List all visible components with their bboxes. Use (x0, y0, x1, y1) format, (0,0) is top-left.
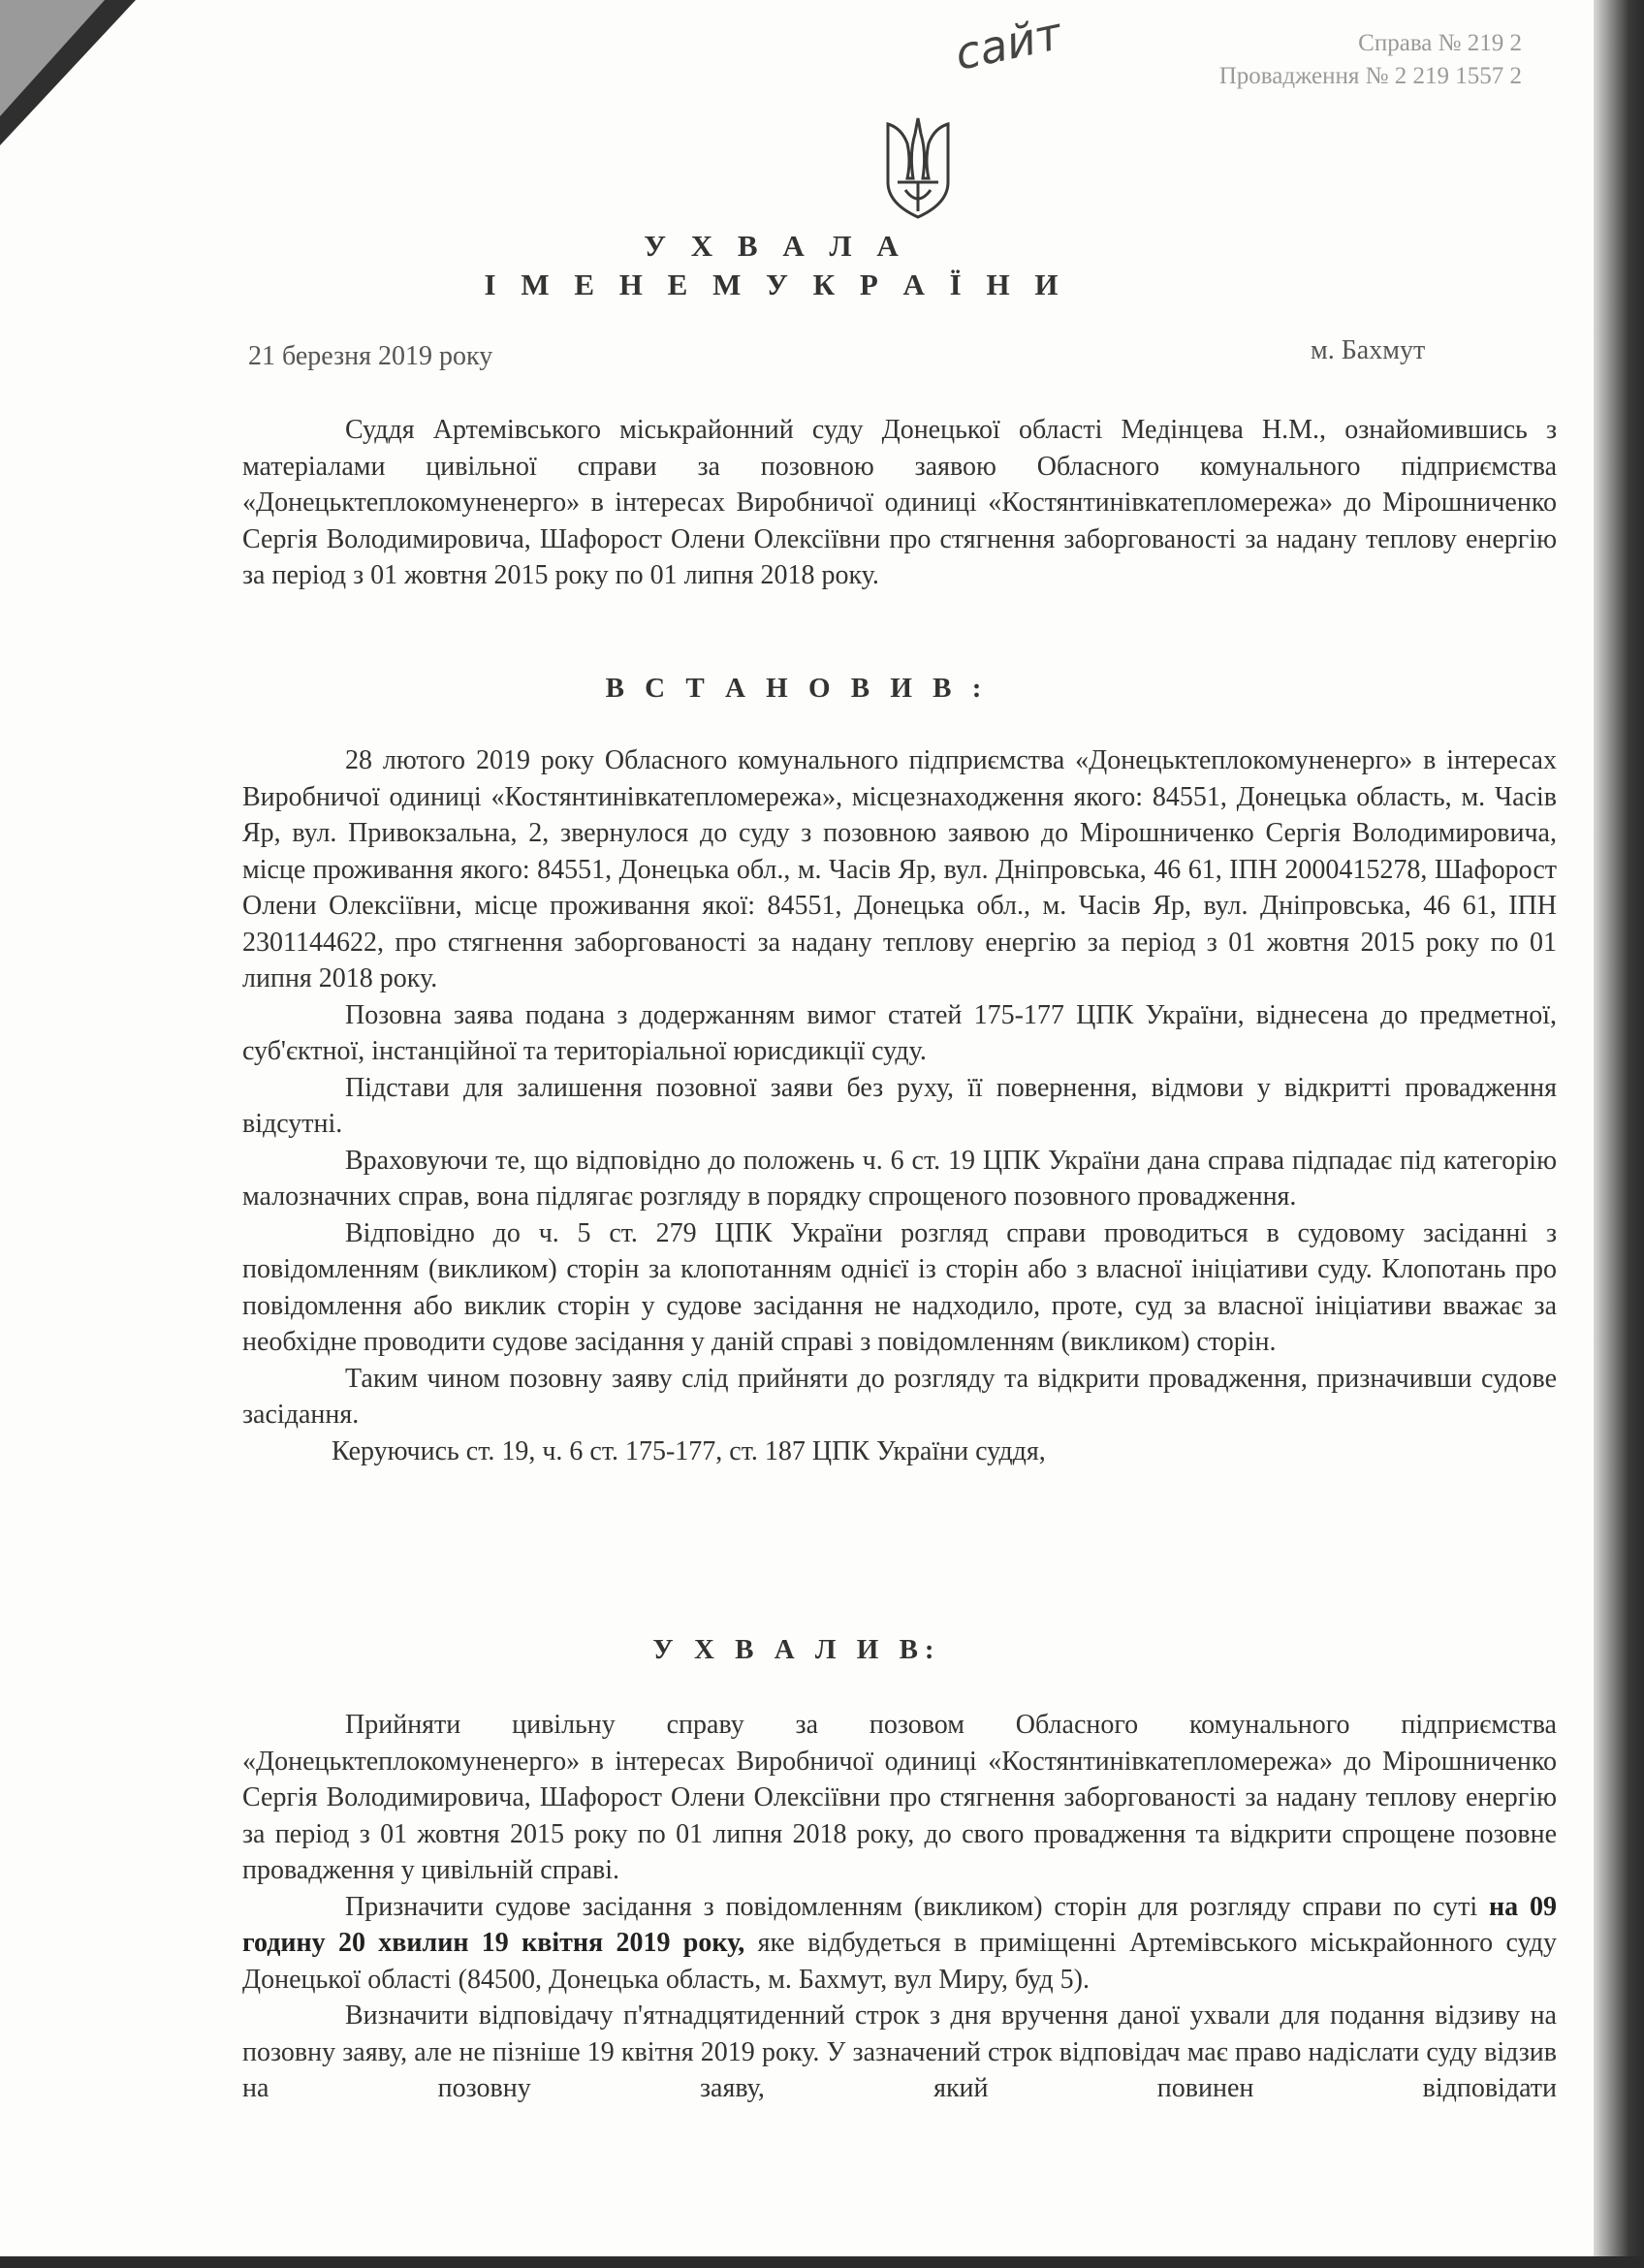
scan-edge-right (1594, 0, 1644, 2268)
ruled-paragraph-2-start: Призначити судове засідання з повідомленням (викликом) сторін для розгляду справи по суті (345, 1891, 1490, 1922)
guided-by-paragraph: Керуючись ст. 19, ч. 6 ст. 175-177, ст. 187 ЦПК України суддя, (332, 1435, 1046, 1466)
ukraine-trident-icon (884, 114, 952, 223)
established-paragraph-4: Враховуючи те, що відповідно до положень ч. 6 ст. 19 ЦПК України дана справа підпадає під категорію малозначних справ, вона підлягає розгляду в порядку спрощеного позовного провадження. (242, 1145, 1557, 1212)
section-heading-ruled: У Х В А Л И В: (652, 1634, 941, 1665)
handwritten-note: сайт (950, 7, 1066, 80)
established-paragraph-1: 28 лютого 2019 року Обласного комунального підприємства «Донецьктеплокомуненерго» в інтересах Виробничої одиниці «Костянтинівкатепломережа», місцезнаходження якого: 84551, Донецька область, м. Часів Яр, вул. Привокзальна, 2, звернулося до суду з позовною заявою до Мірошниченко Сергія Володимировича, місце проживання якого: 84551, Донецька обл., м. Часів Яр, вул. Дніпровська, 46 61, ІПН 2000415278, Шафорост Олени Олексіївни, місце проживання якої: 84551, Донецька обл., м. Часів Яр, вул. Дніпровська, 46 61, ІПН 2301144622, про стягнення заборгованості за надану теплову енергію за період з 01 жовтня 2015 року по 01 липня 2018 року. (242, 745, 1557, 993)
intro-paragraph: Суддя Артемівського міськрайонний суду Донецької області Медінцева Н.М., ознайомившись з матеріалами цивільної справи за позовною заявою Обласного комунального підприємства «Донецьктеплокомуненерго» в інтересах Виробничої одиниці «Костянтинівкатепломережа» до Мірошниченко Сергія Володимировича, Шафорост Олени Олексіївни про стягнення заборгованості за надану теплову енергію за період з 01 жовтня 2015 року по 01 липня 2018 року. (242, 415, 1557, 590)
established-block (242, 742, 1557, 1469)
ruled-paragraph-3: Визначити відповідачу п'ятнадцятиденний строк з дня вручення даної ухвали для подання відзиву на позовну заяву, але не пізніше 19 квітня 2019 року. У зазначений строк відповідач має право надіслати суду відзив на позовну заяву, який повинен відповідати (242, 2000, 1557, 2103)
ruled-block (242, 1707, 1557, 2107)
folded-corner-shade (0, 0, 105, 116)
document-date: 21 березня 2019 року (248, 341, 493, 371)
ruled-paragraph-2 (242, 1889, 1557, 1999)
ruled-paragraph-2-end: яке відбудеться в приміщенні Артемівського міськрайонного суду Донецької області (84500, Донецька область, м. Бахмут, вул Миру, буд 5). (242, 1928, 1557, 1995)
case-number-stamp (1076, 27, 1522, 93)
scan-edge-bottom (0, 2256, 1644, 2268)
established-paragraph-2: Позовна заява подана з додержанням вимог статей 175-177 ЦПК України, віднесена до предметної, суб'єктної, інстанційної та територіальної юрисдикції суду. (242, 999, 1557, 1066)
document-subtitle: І М Е Н Е М У К Р А Ї Н И (484, 268, 1067, 301)
hearing-datetime: на 09 годину 20 хвилин 19 квітня 2019 року, (242, 1891, 1557, 1958)
established-paragraph-6: Таким чином позовну заяву слід прийняти до розгляду та відкрити провадження, призначивши судове засідання. (242, 1363, 1557, 1430)
section-heading-established: В С Т А Н О В И В : (605, 673, 989, 704)
case-number: Справа № 219 2 (1358, 30, 1522, 56)
established-paragraph-5: Відповідно до ч. 5 ст. 279 ЦПК України розгляд справи проводиться в судовому засіданні з повідомленням (викликом) сторін за клопотанням однієї із сторін або з власної ініціативи суду. Клопотань про повідомлення або виклик сторін у судове засідання не надходило, проте, суд за власної ініціативи вважає за необхідне проводити судове засідання у даній справі з повідомленням (викликом) сторін. (242, 1217, 1557, 1357)
established-paragraph-3: Підстави для залишення позовної заяви без руху, її повернення, відмови у відкритті провадження відсутні. (242, 1072, 1557, 1139)
document-title: У Х В А Л А (644, 229, 907, 263)
proceeding-number: Провадження № 2 219 1557 2 (1218, 63, 1522, 89)
ruled-paragraph-1: Прийняти цивільну справу за позовом Обласного комунального підприємства «Донецьктеплокомуненерго» в інтересах Виробничої одиниці «Костянтинівкатепломережа» до Мірошниченко Сергія Володимировича, Шафорост Олени Олексіївни про стягнення заборгованості за надану теплову енергію за період з 01 жовтня 2015 року по 01 липня 2018 року, до свого провадження та відкрити спрощене позовне провадження у цивільній справі. (242, 1710, 1557, 1885)
document-city: м. Бахмут (1311, 335, 1426, 365)
